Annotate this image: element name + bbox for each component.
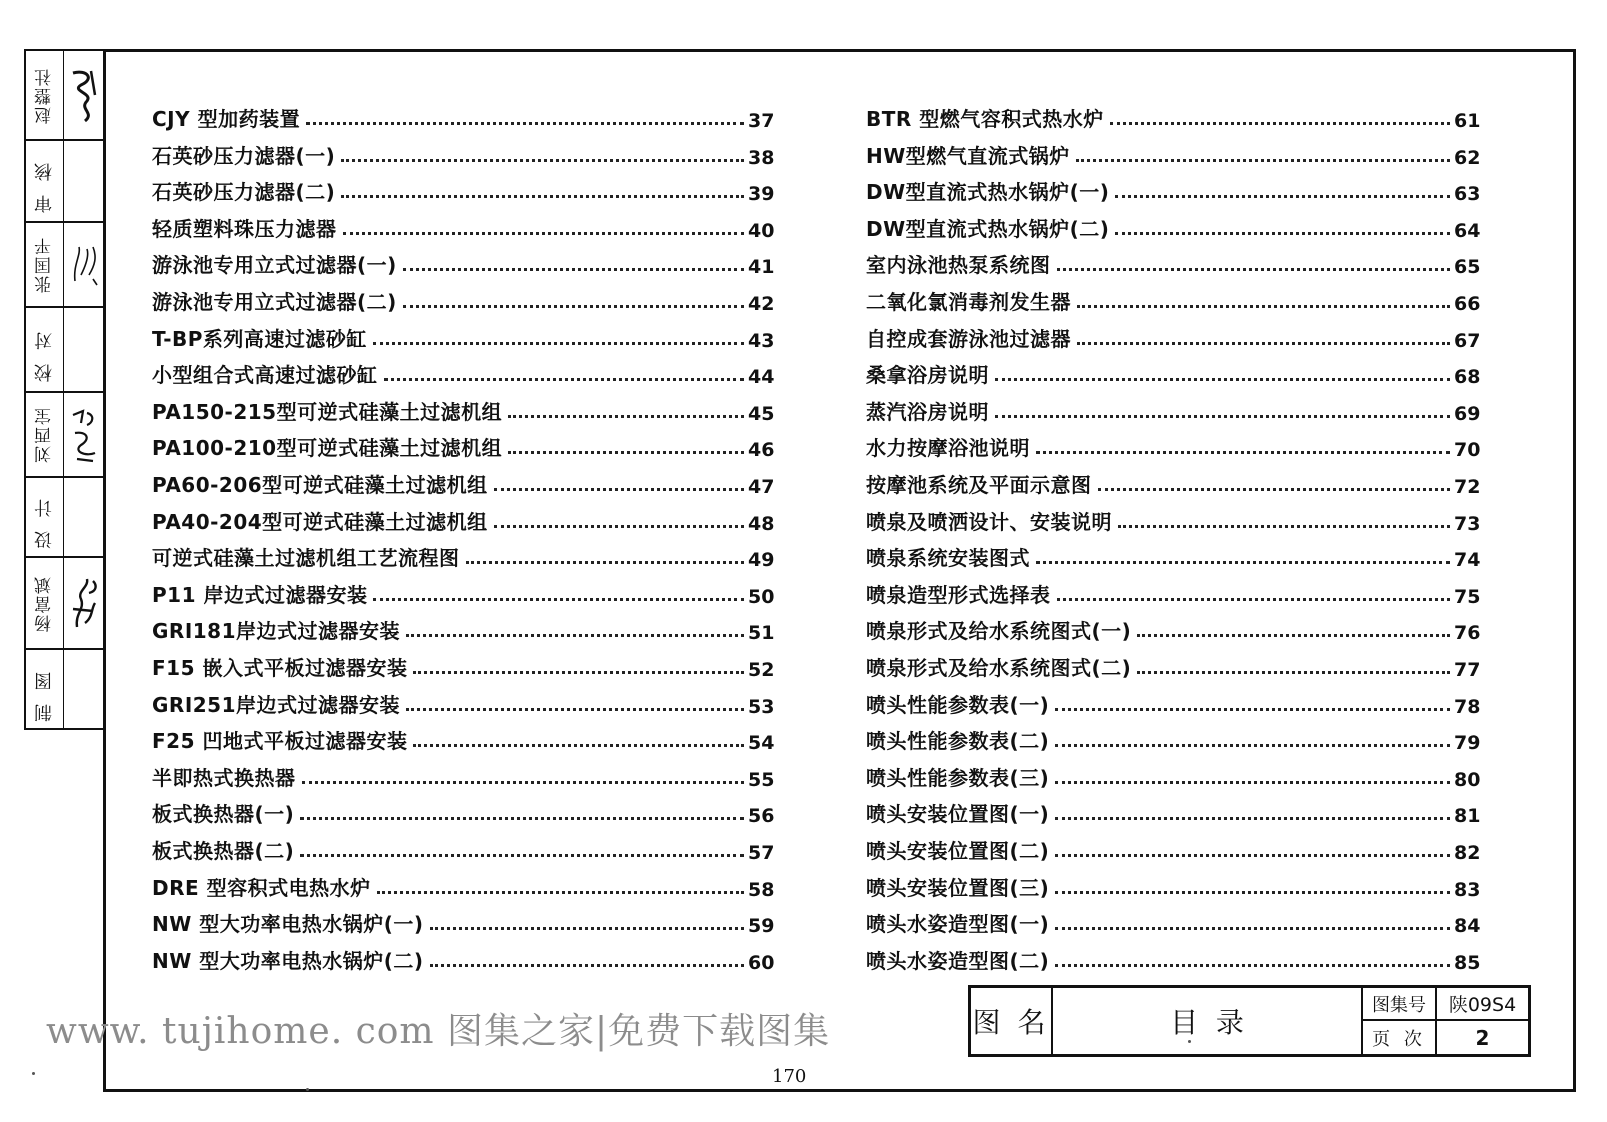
toc-entry-page: 69 [1454, 402, 1481, 425]
dot-leader [302, 781, 745, 784]
toc-entry-title: 石英砂压力滤器(二) [152, 180, 336, 205]
toc-entry [152, 462, 774, 498]
toc-entry-title: T-BP系列高速过滤砂缸 [152, 326, 367, 351]
role-label-review: 审核 [33, 149, 55, 213]
signature-row-design [26, 478, 103, 558]
toc-entry-page: 84 [1454, 915, 1481, 938]
toc-entry [866, 535, 1480, 571]
toc-entry-page: 74 [1454, 549, 1481, 572]
toc-entry [152, 499, 774, 535]
toc-entry-title: 板式换热器(一) [152, 802, 295, 827]
dot-leader [1055, 744, 1450, 747]
dot-leader [384, 378, 745, 381]
toc-entry-page: 45 [748, 402, 775, 425]
toc-entry-page: 38 [748, 146, 775, 169]
toc-entry-page: 62 [1454, 146, 1481, 169]
toc-entry [152, 96, 774, 132]
toc-entry-title: 游泳池专用立式过滤器(一) [152, 253, 397, 278]
toc-entry-title: 喷泉造型形式选择表 [866, 582, 1051, 607]
handwritten-signature-icon [64, 393, 103, 476]
toc-entry [866, 645, 1480, 681]
dot-leader [1057, 598, 1451, 601]
toc-entry [866, 462, 1480, 498]
toc-entry [152, 535, 774, 571]
toc-entry-title: GRI181岸边式过滤器安装 [152, 619, 401, 644]
dot-leader [1115, 195, 1450, 198]
toc-entry-title: 可逆式硅藻土过滤机组工艺流程图 [152, 546, 460, 571]
dot-leader [403, 305, 744, 308]
dot-leader [1055, 708, 1450, 711]
designer-name: 刘西宝 [35, 406, 55, 463]
dot-leader [508, 415, 744, 418]
toc-entry-title: 喷头性能参数表(一) [866, 692, 1050, 717]
toc-entry-page: 46 [748, 439, 775, 462]
toc-entry-title: 喷头水姿造型图(一) [866, 912, 1050, 937]
dot-leader [341, 195, 744, 198]
atlas-number-label: 图集号 [1363, 988, 1437, 1021]
atlas-number: 陕09S4 [1437, 988, 1528, 1021]
dot-leader [300, 817, 744, 820]
dot-leader [1077, 305, 1450, 308]
dot-leader [1137, 634, 1450, 637]
handwritten-signature-icon [64, 51, 103, 139]
dot-leader [1115, 232, 1450, 235]
role-label-proofread: 校对 [33, 317, 55, 382]
toc-entry [866, 425, 1480, 461]
toc-entry [152, 718, 774, 754]
toc-entry [866, 608, 1480, 644]
toc-entry-page: 85 [1454, 951, 1481, 974]
toc-entry [866, 133, 1480, 169]
toc-entry [866, 316, 1480, 352]
dot-leader [494, 525, 744, 528]
signature-row-designer [26, 393, 103, 478]
toc-entry-title: NW 型大功率电热水锅炉(二) [152, 948, 424, 973]
toc-entry-page: 43 [748, 329, 775, 352]
drawing-title: 目 录 [1053, 988, 1363, 1054]
dot-leader [995, 378, 1450, 381]
toc-entry-title: BTR 型燃气容积式热水炉 [866, 107, 1104, 131]
toc-entry [866, 279, 1480, 315]
toc-entry-page: 41 [748, 256, 775, 279]
toc-entry [152, 572, 774, 608]
signature-row-reviewer [26, 51, 103, 141]
dot-leader [430, 964, 744, 967]
toc-entry [152, 279, 774, 315]
toc-entry-page: 61 [1454, 110, 1481, 132]
toc-entry-title: 二氧化氯消毒剂发生器 [866, 290, 1071, 314]
dot-leader [494, 488, 744, 491]
dot-leader [1077, 342, 1450, 345]
toc-entry-page: 81 [1454, 805, 1481, 828]
toc-entry-page: 63 [1454, 183, 1481, 206]
dot-leader [413, 671, 744, 674]
toc-entry [152, 901, 774, 937]
toc-entry-page: 73 [1454, 512, 1481, 535]
dot-leader [1055, 817, 1450, 820]
toc-entry [866, 206, 1480, 242]
toc-entry [152, 389, 774, 425]
dot-leader [343, 232, 745, 235]
dot-leader [1036, 561, 1450, 564]
dot-leader [377, 891, 744, 894]
dot-leader [1036, 451, 1450, 454]
toc-entry-page: 70 [1454, 439, 1481, 462]
toc-entry [152, 316, 774, 352]
toc-entry-title: NW 型大功率电热水锅炉(一) [152, 912, 424, 937]
toc-entry-title: 游泳池专用立式过滤器(二) [152, 290, 397, 314]
toc-entry [866, 755, 1480, 791]
toc-entry-page: 56 [748, 805, 775, 828]
page-number: 170 [772, 1066, 807, 1087]
dot-leader [1055, 964, 1450, 967]
dot-leader [430, 927, 744, 930]
toc-entry-title: 蒸汽浴房说明 [866, 399, 989, 424]
dot-leader [1118, 525, 1450, 528]
toc-entry-page: 47 [748, 476, 775, 498]
toc-entry-title: DW型直流式热水锅炉(一) [866, 180, 1110, 205]
toc-entry [152, 133, 774, 169]
role-label-design: 设计 [33, 485, 55, 549]
dot-leader [1076, 159, 1450, 162]
toc-entry [866, 352, 1480, 388]
signature-row-proof [26, 308, 103, 393]
toc-entry-title: 喷头水姿造型图(二) [866, 948, 1050, 973]
toc-entry-page: 79 [1454, 732, 1481, 755]
toc-entry-page: 67 [1454, 329, 1481, 352]
toc-entry-title: DRE 型容积式电热水炉 [152, 875, 371, 900]
toc-entry-page: 77 [1454, 659, 1481, 681]
toc-entry-title: 喷泉形式及给水系统图式(二) [866, 656, 1132, 680]
toc-entry [152, 791, 774, 827]
checker-name: 张国平 [35, 236, 55, 293]
title-block [968, 985, 1531, 1057]
toc-entry-page: 37 [748, 110, 775, 132]
dot-leader [1055, 927, 1450, 930]
toc-entry [866, 242, 1480, 278]
toc-entry-title: F15 嵌入式平板过滤器安装 [152, 656, 408, 680]
toc-entry-page: 72 [1454, 476, 1481, 498]
dot-leader [341, 159, 744, 162]
toc-entry-page: 49 [748, 549, 775, 572]
scan-speck [306, 1088, 309, 1091]
toc-entry-page: 55 [748, 768, 775, 791]
dot-leader [1057, 268, 1451, 271]
toc-entry [866, 901, 1480, 937]
toc-entry-title: 喷头安装位置图(三) [866, 875, 1050, 900]
toc-entry [152, 206, 774, 242]
toc-entry-title: PA60-206型可逆式硅藻土过滤机组 [152, 473, 488, 497]
toc-entry-page: 65 [1454, 256, 1481, 279]
drafter-name: 杨富斌 [35, 574, 55, 632]
toc-entry-page: 60 [748, 951, 775, 974]
toc-entry [866, 169, 1480, 205]
toc-entry-page: 57 [748, 842, 775, 864]
title-label: 图 名 [971, 988, 1053, 1054]
toc-entry [152, 828, 774, 864]
dot-leader [1098, 488, 1451, 491]
dot-leader [508, 451, 744, 454]
toc-entry-title: PA150-215型可逆式硅藻土过滤机组 [152, 399, 503, 424]
toc-entry [152, 169, 774, 205]
toc-entry [152, 352, 774, 388]
toc-entry-title: P11 岸边式过滤器安装 [152, 582, 368, 607]
dot-leader [1055, 891, 1450, 894]
toc-entry-title: 喷头性能参数表(二) [866, 729, 1050, 754]
dot-leader [406, 708, 744, 711]
toc-entry-page: 53 [748, 695, 775, 718]
toc-entry-page: 39 [748, 183, 775, 206]
toc-entry-page: 68 [1454, 366, 1481, 389]
toc-entry-page: 59 [748, 915, 775, 938]
toc-entry-page: 42 [748, 293, 775, 315]
toc-entry-title: CJY 型加药装置 [152, 107, 301, 131]
dot-leader [406, 634, 744, 637]
scan-speck [1188, 1040, 1191, 1043]
signature-row-drawing [26, 650, 103, 730]
toc-entry-title: F25 凹地式平板过滤器安装 [152, 729, 408, 754]
toc-entry [866, 938, 1480, 974]
toc-entry-page: 80 [1454, 768, 1481, 791]
toc-entry [152, 608, 774, 644]
toc-entry-page: 66 [1454, 293, 1481, 315]
toc-entry-title: 喷头性能参数表(三) [866, 765, 1050, 790]
dot-leader [1055, 781, 1450, 784]
toc-entry-page: 40 [748, 219, 775, 242]
toc-entry [152, 242, 774, 278]
page-value: 2 [1475, 1025, 1490, 1050]
toc-entry [152, 682, 774, 718]
dot-leader [373, 342, 744, 345]
dot-leader [1110, 122, 1450, 125]
reviewer-name: 赵整社 [35, 66, 55, 124]
dot-leader [403, 268, 744, 271]
handwritten-signature-icon [64, 558, 103, 648]
toc-entry [866, 96, 1480, 132]
toc-entry-title: 自控成套游泳池过滤器 [866, 326, 1071, 351]
toc-entry-page: 82 [1454, 842, 1481, 864]
toc-entry-page: 48 [748, 512, 775, 535]
toc-entry [866, 865, 1480, 901]
toc-entry-page: 75 [1454, 585, 1481, 608]
toc-entry-title: 桑拿浴房说明 [866, 363, 989, 388]
toc-entry-page: 64 [1454, 219, 1481, 242]
toc-entry-title: 按摩池系统及平面示意图 [866, 473, 1092, 497]
toc-entry-page: 76 [1454, 622, 1481, 645]
dot-leader [306, 122, 744, 125]
toc-entry [866, 828, 1480, 864]
dot-leader [300, 854, 744, 857]
toc-entry-page: 52 [748, 659, 775, 681]
scan-speck [32, 1072, 35, 1075]
dot-leader [995, 415, 1450, 418]
toc-entry-page: 44 [748, 366, 775, 389]
toc-entry [866, 718, 1480, 754]
toc-entry [866, 791, 1480, 827]
toc-entry [866, 499, 1480, 535]
dot-leader [373, 598, 744, 601]
toc-entry [866, 389, 1480, 425]
toc-entry-title: 轻质塑料珠压力滤器 [152, 216, 337, 241]
toc-entry-title: 水力按摩浴池说明 [866, 436, 1030, 461]
toc-entry-title: 喷头安装位置图(一) [866, 802, 1050, 827]
toc-entry-title: PA40-204型可逆式硅藻土过滤机组 [152, 509, 488, 534]
signature-row-checker [26, 223, 103, 308]
dot-leader [413, 744, 744, 747]
toc-entry-title: 喷泉形式及给水系统图式(一) [866, 619, 1132, 644]
signature-row-drafter [26, 558, 103, 650]
handwritten-signature-icon [64, 223, 103, 306]
toc-entry-page: 51 [748, 622, 775, 645]
toc-entry [152, 425, 774, 461]
dot-leader [1055, 854, 1450, 857]
toc-entry [152, 755, 774, 791]
toc-entry-title: 室内泳池热泵系统图 [866, 253, 1051, 278]
toc-entry [866, 572, 1480, 608]
toc-entry [152, 645, 774, 681]
toc-entry-title: GRI251岸边式过滤器安装 [152, 692, 401, 717]
toc-entry-title: PA100-210型可逆式硅藻土过滤机组 [152, 436, 503, 461]
toc-entry [152, 938, 774, 974]
toc-entry [866, 682, 1480, 718]
toc-entry-title: 板式换热器(二) [152, 839, 295, 863]
toc-entry-title: 半即热式换热器 [152, 765, 296, 790]
watermark-text: www. tujihome. com 图集之家|免费下载图集 [46, 1011, 831, 1052]
toc-entry-page: 50 [748, 585, 775, 608]
role-label-drawing: 制图 [33, 658, 55, 722]
dot-leader [1137, 671, 1450, 674]
toc-entry-title: 喷泉系统安装图式 [866, 546, 1030, 571]
signature-row-check [26, 141, 103, 223]
toc-entry-page: 78 [1454, 695, 1481, 718]
toc-entry-title: 喷头安装位置图(二) [866, 839, 1050, 863]
toc-entry-page: 83 [1454, 878, 1481, 901]
toc-entry-title: HW型燃气直流式锅炉 [866, 143, 1070, 168]
toc-entry [152, 865, 774, 901]
toc-entry-title: DW型直流式热水锅炉(二) [866, 216, 1110, 241]
signature-panel [24, 49, 103, 730]
toc-entry-title: 石英砂压力滤器(一) [152, 143, 336, 168]
page-label: 页 次 [1363, 1021, 1437, 1054]
toc-entry-page: 58 [748, 878, 775, 901]
dot-leader [466, 561, 745, 564]
toc-entry-title: 喷泉及喷洒设计、安装说明 [866, 509, 1112, 534]
toc-entry-page: 54 [748, 732, 775, 755]
toc-entry-title: 小型组合式高速过滤砂缸 [152, 363, 378, 388]
